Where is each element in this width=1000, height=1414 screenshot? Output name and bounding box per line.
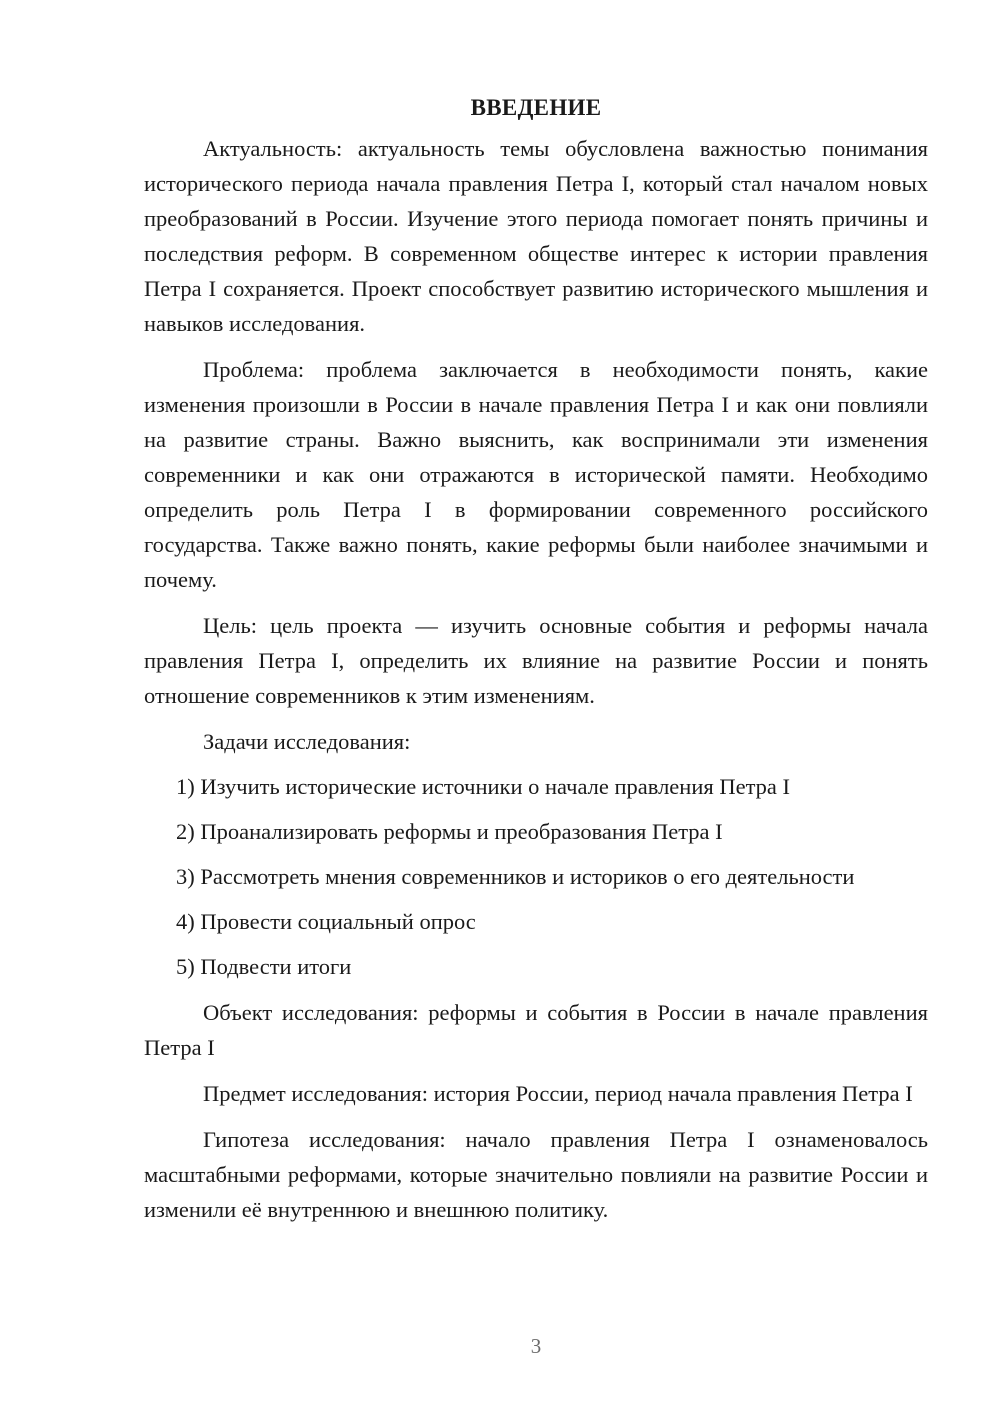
paragraph-subject: Предмет исследования: история России, период начала правления Петра I [203, 1081, 913, 1106]
task-list-item: 2) Проанализировать реформы и преобразования Петра I [176, 819, 723, 844]
paragraph-goal: Цель: цель проекта — изучить основные события и реформы начала правления Петра I, определить их влияние на развитие России и понять отношение современников к этим изменениям. [144, 613, 928, 708]
paragraph-hypothesis: Гипотеза исследования: начало правления Петра I ознаменовалось масштабными реформами, которые значительно повлияли на развитие России и изменили её внутреннюю и внешнюю политику. [144, 1127, 928, 1222]
task-list-item: 5) Подвести итоги [176, 954, 352, 979]
task-list-item: 1) Изучить исторические источники о начале правления Петра I [176, 774, 791, 799]
paragraph-object: Объект исследования: реформы и события в России в начале правления Петра I [144, 1000, 928, 1060]
paragraph-problem: Проблема: проблема заключается в необходимости понять, какие изменения произошли в России в начале правления Петра I и как они повлияли на развитие страны. Важно выяснить, как воспринимали эти изменения современники и как они отражаются в исторической памяти. Необходимо определить роль Петра I в формировании современного российского государства. Также важно понять, какие реформы были наиболее значимыми и почему. [144, 357, 928, 592]
task-list-item: 4) Провести социальный опрос [176, 909, 476, 934]
section-heading: ВВЕДЕНИЕ [470, 95, 602, 120]
paragraph-relevance: Актуальность: актуальность темы обусловлена важностью понимания исторического периода начала правления Петра I, который стал началом новых преобразований в России. Изучение этого периода помогает понять причины и последствия реформ. В современном обществе интерес к истории правления Петра I сохраняется. Проект способствует развитию исторического мышления и навыков исследования. [144, 136, 928, 336]
tasks-label: Задачи исследования: [203, 729, 411, 754]
page-number: 3 [530, 1334, 542, 1358]
document-page [144, 90, 928, 1227]
task-list-item: 3) Рассмотреть мнения современников и историков о его деятельности [176, 864, 855, 889]
